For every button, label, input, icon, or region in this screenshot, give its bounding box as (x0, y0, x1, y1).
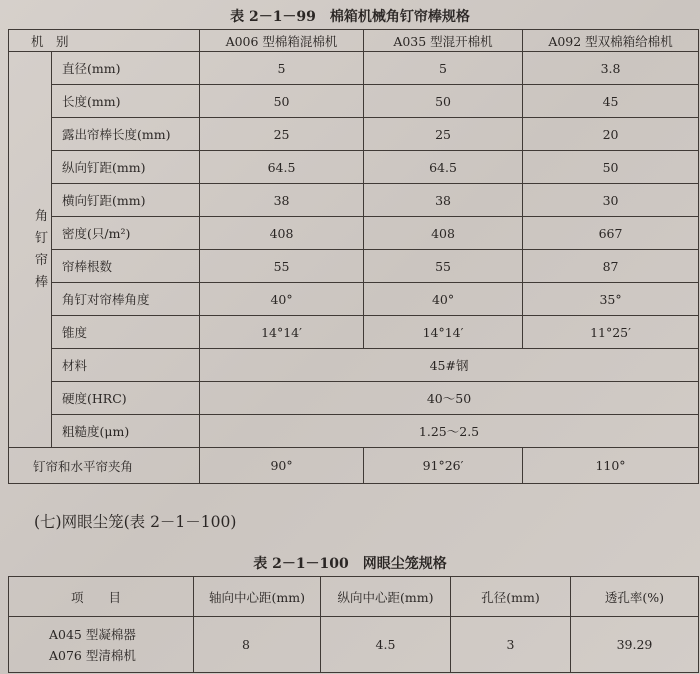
cell-value: 30 (523, 184, 699, 217)
header-open-area-ratio: 透孔率(%) (571, 577, 699, 617)
merged-cell-value: 1.25～2.5 (200, 415, 699, 448)
table-row (9, 316, 699, 349)
header-machine-type: 机 别 (9, 30, 200, 52)
table-row (9, 118, 699, 151)
row-label: 材料 (52, 349, 200, 382)
row-label: 直径(mm) (52, 52, 200, 85)
cell-value: 90° (200, 448, 364, 484)
cell-value: 50 (523, 151, 699, 184)
cell-value: 40° (364, 283, 523, 316)
table-row (9, 283, 699, 316)
row-label: 硬度(HRC) (52, 382, 200, 415)
table-header-row (9, 577, 699, 617)
table-row (9, 217, 699, 250)
row-label: 密度(只/m²) (52, 217, 200, 250)
cell-value: 25 (200, 118, 364, 151)
cell-value: 8 (194, 617, 321, 673)
cell-value: 35° (523, 283, 699, 316)
cell-value: 5 (364, 52, 523, 85)
header-hole-diameter: 孔径(mm) (451, 577, 571, 617)
cell-value: 3.8 (523, 52, 699, 85)
table-row (9, 151, 699, 184)
cell-value: 14°14′ (200, 316, 364, 349)
cell-value: 45 (523, 85, 699, 118)
machine-name-a076: A076 型清棉机 (49, 647, 136, 663)
row-label: 帘棒根数 (52, 250, 200, 283)
row-label: 钉帘和水平帘夹角 (9, 448, 200, 484)
spec-table-99 (8, 29, 699, 484)
table-header-row (9, 30, 699, 52)
cell-value: 87 (523, 250, 699, 283)
machine-names (9, 617, 194, 673)
header-item: 项 目 (9, 577, 194, 617)
merged-cell-value: 40～50 (200, 382, 699, 415)
row-label: 锥度 (52, 316, 200, 349)
cell-value: 50 (364, 85, 523, 118)
cell-value: 40° (200, 283, 364, 316)
table-row (9, 382, 699, 415)
table1-title: 表 2－1－99 棉箱机械角钉帘棒规格 (230, 9, 470, 25)
cell-value: 50 (200, 85, 364, 118)
table2-title: 表 2－1－100 网眼尘笼规格 (253, 556, 447, 572)
cell-value: 38 (364, 184, 523, 217)
cell-value: 38 (200, 184, 364, 217)
header-machine-a035: A035 型混开棉机 (364, 30, 523, 52)
cell-value: 11°25′ (523, 316, 699, 349)
row-label: 长度(mm) (52, 85, 200, 118)
cell-value: 5 (200, 52, 364, 85)
cell-value: 39.29 (571, 617, 699, 673)
cell-value: 408 (200, 217, 364, 250)
cell-value: 55 (364, 250, 523, 283)
machine-name-a045: A045 型凝棉器 (49, 626, 136, 642)
table-row (9, 184, 699, 217)
cell-value: 110° (523, 448, 699, 484)
table-row (9, 415, 699, 448)
cell-value: 25 (364, 118, 523, 151)
row-label: 角钉对帘棒角度 (52, 283, 200, 316)
cell-value: 408 (364, 217, 523, 250)
cell-value: 14°14′ (364, 316, 523, 349)
row-label: 纵向钉距(mm) (52, 151, 200, 184)
cell-value: 667 (523, 217, 699, 250)
cell-value: 64.5 (364, 151, 523, 184)
cell-value: 55 (200, 250, 364, 283)
header-axial-pitch: 轴向中心距(mm) (194, 577, 321, 617)
header-longitudinal-pitch: 纵向中心距(mm) (321, 577, 451, 617)
cell-value: 91°26′ (364, 448, 523, 484)
merged-cell-value: 45#钢 (200, 349, 699, 382)
spec-table-100 (8, 576, 699, 673)
table-row (9, 85, 699, 118)
cell-value: 20 (523, 118, 699, 151)
cell-value: 3 (451, 617, 571, 673)
row-label: 露出帘棒长度(mm) (52, 118, 200, 151)
header-machine-a092: A092 型双棉箱给棉机 (523, 30, 699, 52)
table-row (9, 448, 699, 484)
section-heading: (七)网眼尘笼(表 2－1－100) (34, 513, 237, 531)
table-row (9, 250, 699, 283)
group-label-spike-lattice: 角钉帘棒 (9, 52, 52, 448)
table-row (9, 617, 699, 673)
header-machine-a006: A006 型棉箱混棉机 (200, 30, 364, 52)
cell-value: 64.5 (200, 151, 364, 184)
cell-value: 4.5 (321, 617, 451, 673)
row-label: 横向钉距(mm) (52, 184, 200, 217)
table-row (9, 52, 699, 85)
table-row (9, 349, 699, 382)
row-label: 粗糙度(μm) (52, 415, 200, 448)
